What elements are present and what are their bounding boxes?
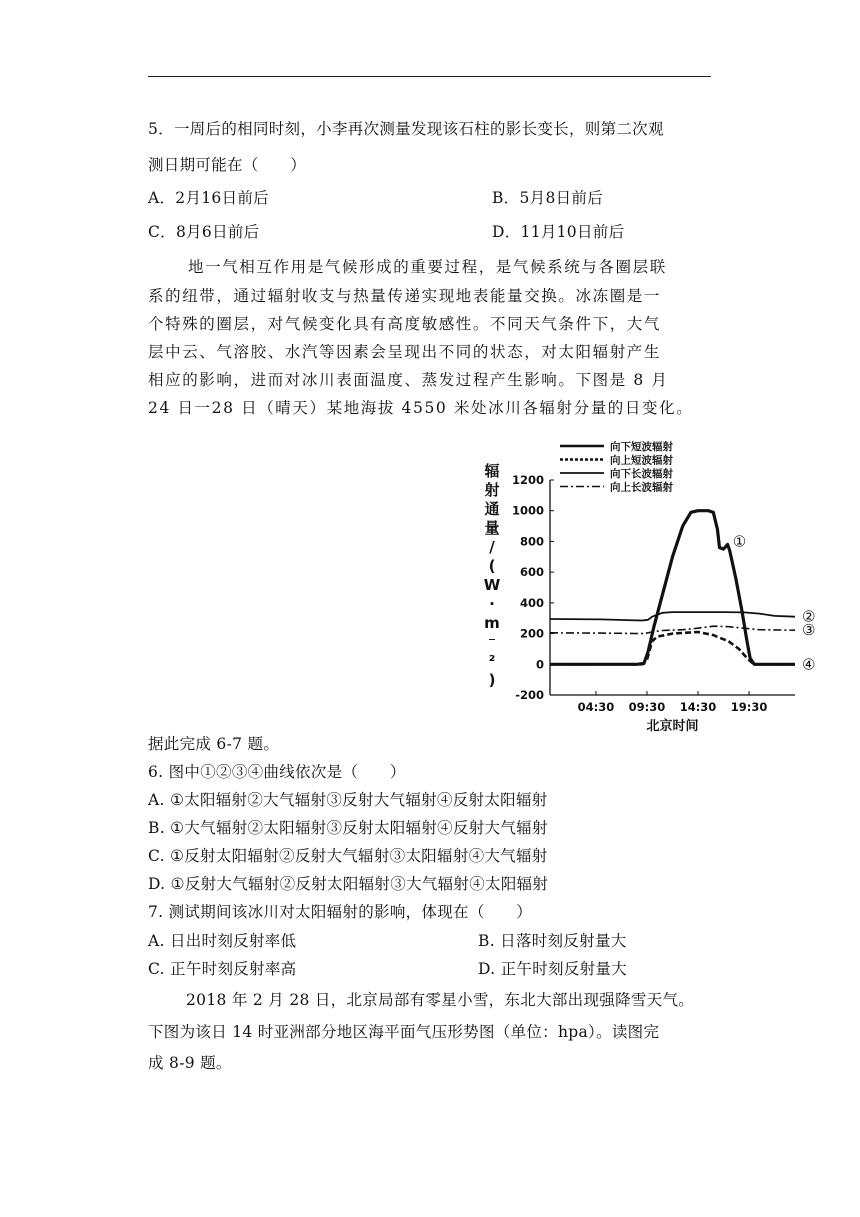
passage2-line-3: 成 8-9 题。 xyxy=(148,1054,232,1072)
series-line-3 xyxy=(550,612,795,620)
chart-axes xyxy=(512,473,795,714)
q5-stem-line1: 5．一周后的相同时刻，小李再次测量发现该石柱的影长变长，则第二次观 xyxy=(148,120,664,138)
x-tick-label: 09:30 xyxy=(628,700,666,714)
q6-option-c: C. ①反射太阳辐射②反射大气辐射③太阳辐射④大气辐射 xyxy=(148,847,548,865)
q7-option-c: C. 正午时刻反射率高 xyxy=(148,960,297,978)
passage-line-1: 地一气相互作用是气候形成的重要过程，是气候系统与各圈层联 xyxy=(188,258,667,276)
series-label-1: ① xyxy=(732,532,747,551)
legend-label: 向下短波辐射 xyxy=(610,441,673,453)
y-tick-label: 400 xyxy=(519,595,544,610)
passage-line-3: 个特殊的圈层，对气候变化具有高度敏感性。不同天气条件下，大气 xyxy=(148,315,662,333)
q5-option-a: A．2月16日前后 xyxy=(148,189,269,207)
passage2-line-2: 下图为该日 14 时亚洲部分地区海平面气压形势图（单位：hpa）。读图完 xyxy=(148,1023,660,1041)
series-label-4: ③ xyxy=(802,621,816,640)
chart-ylabel: 辐射通量/ ( W · m ⁻ ² ) xyxy=(483,462,501,689)
q5-option-c: C．8月6日前后 xyxy=(148,223,260,241)
radiation-chart xyxy=(460,436,820,736)
y-tick-label: 600 xyxy=(519,565,544,580)
q7-option-b: B. 日落时刻反射量大 xyxy=(478,932,627,950)
header-rule xyxy=(148,76,711,77)
q5-option-d: D．11月10日前后 xyxy=(492,223,625,241)
q5-stem-line2: 测日期可能在（ ） xyxy=(148,156,307,174)
y-tick-label: 0 xyxy=(535,657,544,672)
y-tick-label: 800 xyxy=(519,534,544,549)
y-tick-label: -200 xyxy=(515,688,544,702)
q5-option-b: B．5月8日前后 xyxy=(492,189,604,207)
series-line-2 xyxy=(550,632,795,664)
y-tick-label: 1200 xyxy=(511,473,544,487)
x-tick-label: 04:30 xyxy=(577,700,615,714)
q7-option-a: A. 日出时刻反射率低 xyxy=(148,932,297,950)
passage2-line-1: 2018 年 2 月 28 日，北京局部有零星小雪，东北大部出现强降雪天气。 xyxy=(186,991,695,1009)
passage-line-4: 层中云、气溶胶、水汽等因素会呈现出不同的状态，对太阳辐射产生 xyxy=(148,343,662,361)
q6-option-b: B. ①大气辐射②太阳辐射③反射太阳辐射④反射大气辐射 xyxy=(148,819,548,837)
y-tick-label: 1000 xyxy=(511,503,544,518)
x-tick-label: 19:30 xyxy=(730,700,768,714)
y-tick-label: 200 xyxy=(519,626,544,641)
series-line-1 xyxy=(550,511,795,665)
q6-option-d: D. ①反射大气辐射②反射太阳辐射③大气辐射④太阳辐射 xyxy=(148,875,549,893)
chart-xlabel: 北京时间 xyxy=(646,719,699,734)
passage-line-5: 相应的影响，进而对冰川表面温度、蒸发过程产生影响。下图是 8 月 xyxy=(148,371,669,389)
series-label-3: ② xyxy=(802,607,816,626)
x-tick-label: 14:30 xyxy=(679,700,717,714)
series-label-2: ④ xyxy=(802,655,816,674)
legend-label: 向上长波辐射 xyxy=(610,481,673,494)
legend-label: 向下长波辐射 xyxy=(610,468,673,480)
legend-label: 向上短波辐射 xyxy=(610,454,673,467)
chart-legend xyxy=(560,440,673,494)
after-chart-text: 据此完成 6-7 题。 xyxy=(148,735,280,753)
chart-series xyxy=(550,511,815,674)
q6-option-a: A. ①太阳辐射②大气辐射③反射大气辐射④反射太阳辐射 xyxy=(148,791,548,809)
q7-option-d: D. 正午时刻反射量大 xyxy=(478,960,628,978)
q7-stem: 7. 测试期间该冰川对太阳辐射的影响，体现在（ ） xyxy=(148,903,533,921)
passage-line-6: 24 日一28 日（晴天）某地海拔 4550 米处冰川各辐射分量的日变化。 xyxy=(148,399,694,417)
q6-stem: 6. 图中①②③④曲线依次是（ ） xyxy=(148,763,406,781)
passage-line-2: 系的纽带，通过辐射收支与热量传递实现地表能量交换。冰冻圈是一 xyxy=(148,287,662,305)
